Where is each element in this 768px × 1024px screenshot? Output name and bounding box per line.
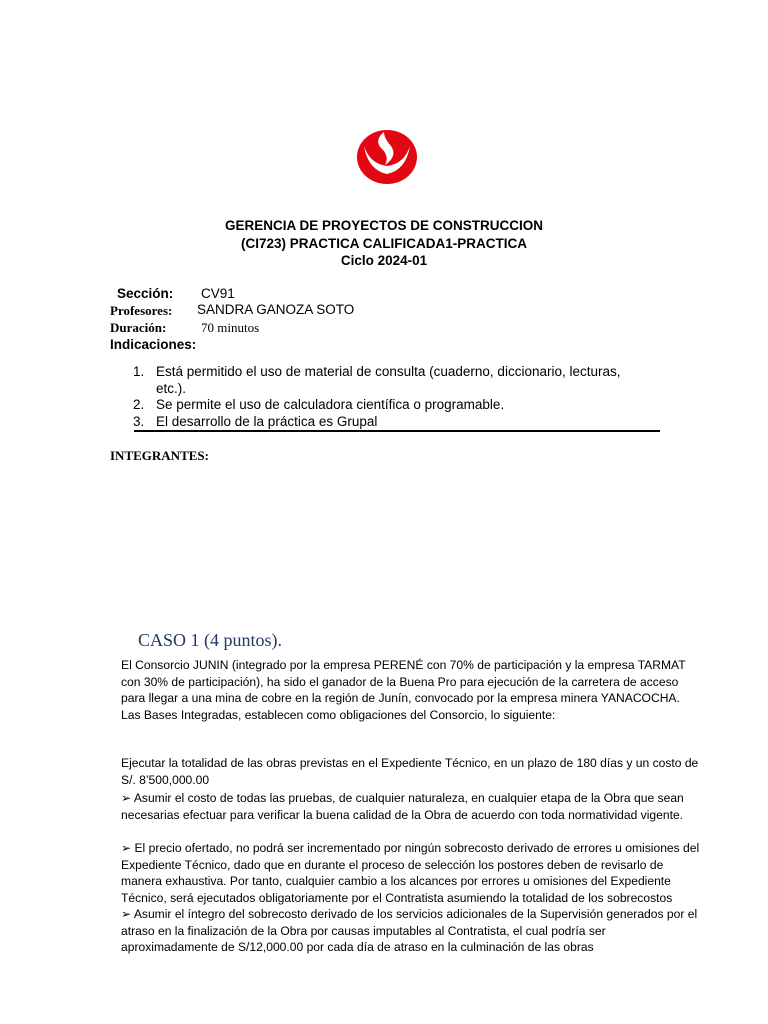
case-paragraph: Ejecutar la totalidad de las obras previstas en el Expediente Técnico, en un plazo de 180 días y un costo de S/. 8’500,000.00: [121, 756, 699, 787]
indication-item: [133, 414, 653, 431]
integrantes-label: INTEGRANTES:: [110, 448, 209, 463]
cycle-title: Ciclo 2024-01: [340, 253, 428, 268]
indication-text: Se permite el uso de calculadora científica o programable.: [156, 397, 505, 412]
indications-label: Indicaciones:: [110, 337, 197, 352]
indication-item: [133, 364, 653, 397]
indication-text: Está permitido el uso de material de consulta (cuaderno, diccionario, lecturas, etc.).: [156, 364, 621, 396]
professors-value: SANDRA GANOZA SOTO: [197, 302, 355, 317]
case-title: CASO 1 (4 puntos).: [138, 630, 283, 650]
section-value: CV91: [201, 286, 235, 301]
case-paragraph: ➢ El precio ofertado, no podrá ser incrementado por ningún sobrecosto derivado de errores u omisiones del Expediente Técnico, dado que en durante el proceso de selección los postores deben de revisarlo de manera exhaustiva. Por tanto, cualquier cambio a los alcances por errores u omisiones del Expediente Técnico, será ejecutados obligatoriamente por el Contratista asumiendo la totalidad de los sobrecostos: [121, 841, 700, 905]
indication-number: 2.: [133, 397, 145, 412]
section-label: Sección:: [117, 286, 174, 301]
divider: [134, 430, 660, 432]
duration-label: Duración:: [110, 320, 167, 335]
indication-item: [133, 397, 653, 414]
case-paragraph: ➢ Asumir el costo de todas las pruebas, de cualquier naturaleza, en cualquier etapa de la Obra que sean necesarias efectuar para verificar la buena calidad de la Obra de acuerdo con toda normatividad vigente.: [121, 791, 684, 822]
indication-number: 1.: [133, 364, 145, 379]
exam-title: (CI723) PRACTICA CALIFICADA1-PRACTICA: [240, 236, 527, 251]
indication-text: El desarrollo de la práctica es Grupal: [156, 413, 378, 429]
case-paragraph: ➢ Asumir el íntegro del sobrecosto derivado de los servicios adicionales de la Supervisión generados por el atraso en la finalización de la Obra por causas imputables al Contratista, el cual podría ser aproximadamente de S/12,000.00 por cada día de atraso en la culminación de las obras: [121, 907, 698, 955]
professors-label: Profesores:: [110, 303, 173, 318]
case-paragraph: El Consorcio JUNIN (integrado por la empresa PERENÉ con 70% de participación y la empresa TARMAT con 30% de participación), ha sido el ganador de la Buena Pro para ejecución de la carretera de acceso para llegar a una mina de cobre en la región de Junín, convocado por la empresa minera YANACOCHA. Las Bases Integradas, establecen como obligaciones del Consorcio, lo siguiente:: [121, 658, 686, 722]
indication-number: 3.: [133, 413, 145, 429]
duration-value: 70 minutos: [201, 320, 260, 335]
course-title: GERENCIA DE PROYECTOS DE CONSTRUCCION: [224, 218, 544, 233]
upc-flame-logo-icon: [354, 126, 420, 186]
indications-list: [133, 364, 653, 430]
